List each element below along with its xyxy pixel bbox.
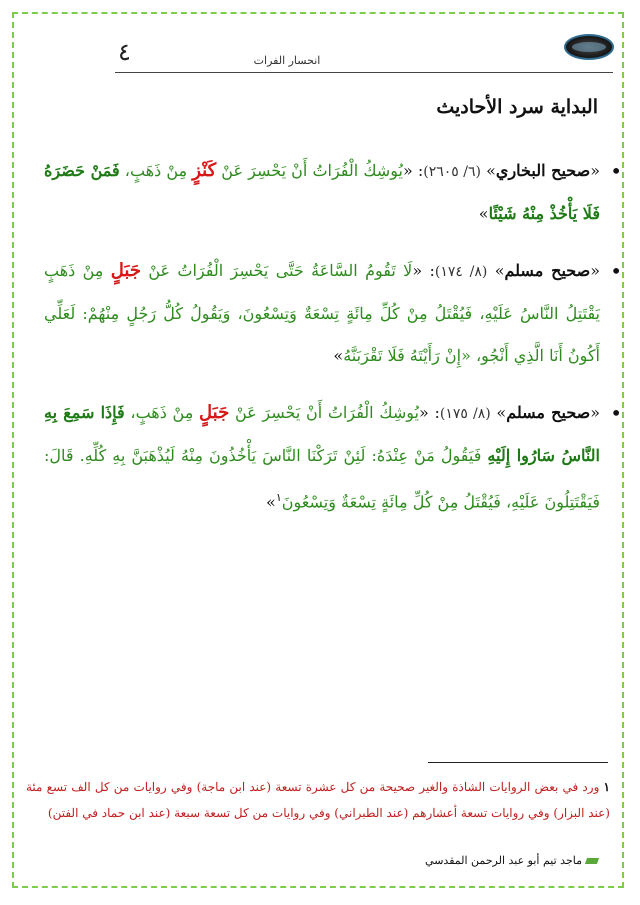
close-quote: »	[478, 204, 489, 223]
footnote-text: ورد في بعض الروايات الشاذة والغير صحيحة من كل عشرة تسعة (عند ابن ماجة) وفي روايات من كل الف تسع مئة (عند البزار) وفي روايات تسعة أعشارهم (عند الطبراني) وفي روايات من كل تسعة سبعة (عند ابن حماد في الفتن)	[26, 780, 610, 820]
close-quote: »	[333, 346, 344, 365]
hadith-text: يُوشِكُ الْفُرَاتُ أَنْ يَحْسِرَ عَنْ	[221, 161, 403, 180]
hadith-text: مِنْ ذَهَبٍ يَقْتَتِلُ النَّاسُ عَلَيْهِ، فَيُقْتَلُ مِنْ كُلِّ مِائَةٍ تِسْعَةٌ وَتِسْعُونَ، وَيَقُولُ كُلُّ رَجُلٍ مِنْهُمْ: لَعَلِّي أَكُونُ أَنَا الَّذِي أَنْجُو، «إِنْ رَأَيْتَهُ فَلَا تَقْرَبَنَّهُ	[44, 261, 600, 365]
close-quote: »	[496, 403, 507, 422]
hadith-highlight-red: كَنْزٍ	[192, 160, 217, 181]
running-title: انحسار الفرات	[253, 54, 321, 67]
close-quote: »	[266, 492, 276, 512]
book-logo-icon	[564, 34, 614, 60]
footnote-reference[interactable]: ١	[275, 491, 282, 504]
hadith-highlight-red: جَبَلٍ	[199, 402, 230, 423]
hadith-item-1: • «صحيح البخاري» (٦/ ٢٦٠٥): «يُوشِكُ الْفُرَاتُ أَنْ يَحْسِرَ عَنْ كَنْزٍ مِنْ ذَهَبٍ، فَمَنْ حَضَرَهُ فَلَا يَأْخُذْ مِنْهُ شَيْئًا»	[44, 150, 600, 235]
hadith-highlight-green: فَإِذَا سَمِعَ بِهِ النَّاسُ سَارُوا إِلَيْهِ	[44, 403, 600, 465]
section-title: البداية سرد الأحاديث	[436, 96, 598, 118]
open-quote: «	[590, 261, 600, 280]
hadith-reference: (٦/ ٢٦٠٥)	[423, 164, 481, 180]
author-name: ماجد تيم أبو عبد الرحمن المقدسي	[425, 854, 582, 867]
hadith-reference: (٨/ ١٧٤)	[434, 264, 488, 280]
page-header	[20, 38, 620, 78]
hadith-source: صحيح مسلم	[506, 403, 591, 422]
page-number: ٤	[118, 38, 131, 66]
hadith-highlight-red: جَبَلٍ	[110, 260, 141, 281]
close-quote: »	[494, 261, 505, 280]
footnote	[26, 774, 610, 826]
hadith-source: صحيح مسلم	[504, 261, 591, 280]
bullet-icon: •	[610, 159, 622, 183]
footnote-divider	[428, 762, 608, 763]
hadith-highlight-green: فَمَنْ حَضَرَهُ فَلَا يَأْخُذْ مِنْهُ شَيْئًا	[44, 161, 600, 223]
hadith-text: فَيَقُولُ مَنْ عِنْدَهُ: لَئِنْ تَرَكْنَا النَّاسَ يَأْخُذُونَ مِنْهُ لَيُذْهَبَنَّ بِهِ كُلِّهِ. قَالَ: فَيَقْتَتِلُونَ عَلَيْهِ، فَيُقْتَلُ مِنْ كُلِّ مِائَةٍ تِسْعَةٌ وَتِسْعُونَ	[44, 446, 600, 512]
footnote-number: ١	[603, 780, 610, 794]
open-quote: «	[402, 161, 413, 180]
open-quote: «	[590, 403, 601, 422]
pen-icon	[585, 858, 599, 864]
author-credit	[425, 854, 598, 867]
open-quote: «	[412, 261, 423, 280]
close-quote: »	[486, 161, 496, 180]
bullet-icon: •	[610, 401, 622, 425]
bullet-icon: •	[610, 259, 622, 283]
header-divider	[115, 72, 613, 73]
open-quote: «	[590, 161, 600, 180]
hadith-text: مِنْ ذَهَبٍ،	[130, 403, 194, 422]
hadith-item-3: • «صحيح مسلم» (٨/ ١٧٥): «يُوشِكُ الْفُرَاتُ أَنْ يَحْسِرَ عَنْ جَبَلٍ مِنْ ذَهَبٍ، فَإِذَا سَمِعَ بِهِ النَّاسُ سَارُوا إِلَيْهِ فَيَقُولُ مَنْ عِنْدَهُ: لَئِنْ تَرَكْنَا النَّاسَ يَأْخُذُونَ مِنْهُ لَيُذْهَبَنَّ بِهِ كُلِّهِ. قَالَ: فَيَقْتَتِلُونَ عَلَيْهِ، فَيُقْتَلُ مِنْ كُلِّ مِائَةٍ تِسْعَةٌ وَتِسْعُونَ$^١$»	[44, 392, 600, 523]
hadith-item-2: • «صحيح مسلم» (٨/ ١٧٤): «لَا تَقُومُ السَّاعَةُ حَتَّى يَحْسِرَ الْفُرَاتُ عَنْ جَبَلٍ مِنْ ذَهَبٍ يَقْتَتِلُ النَّاسُ عَلَيْهِ، فَيُقْتَلُ مِنْ كُلِّ مِائَةٍ تِسْعَةٌ وَتِسْعُونَ، وَيَقُولُ كُلُّ رَجُلٍ مِنْهُمْ: لَعَلِّي أَكُونُ أَنَا الَّذِي أَنْجُو، «إِنْ رَأَيْتَهُ فَلَا تَقْرَبَنَّهُ»	[44, 250, 600, 377]
hadith-text: مِنْ ذَهَبٍ،	[124, 161, 188, 180]
hadith-text: لَا تَقُومُ السَّاعَةُ حَتَّى يَحْسِرَ الْفُرَاتُ عَنْ	[148, 261, 413, 280]
hadith-text: يُوشِكُ الْفُرَاتُ أَنْ يَحْسِرَ عَنْ	[234, 403, 419, 422]
hadith-reference: (٨/ ١٧٥)	[439, 406, 491, 422]
hadith-source: صحيح البخاري	[495, 161, 591, 180]
open-quote: «	[418, 403, 429, 422]
